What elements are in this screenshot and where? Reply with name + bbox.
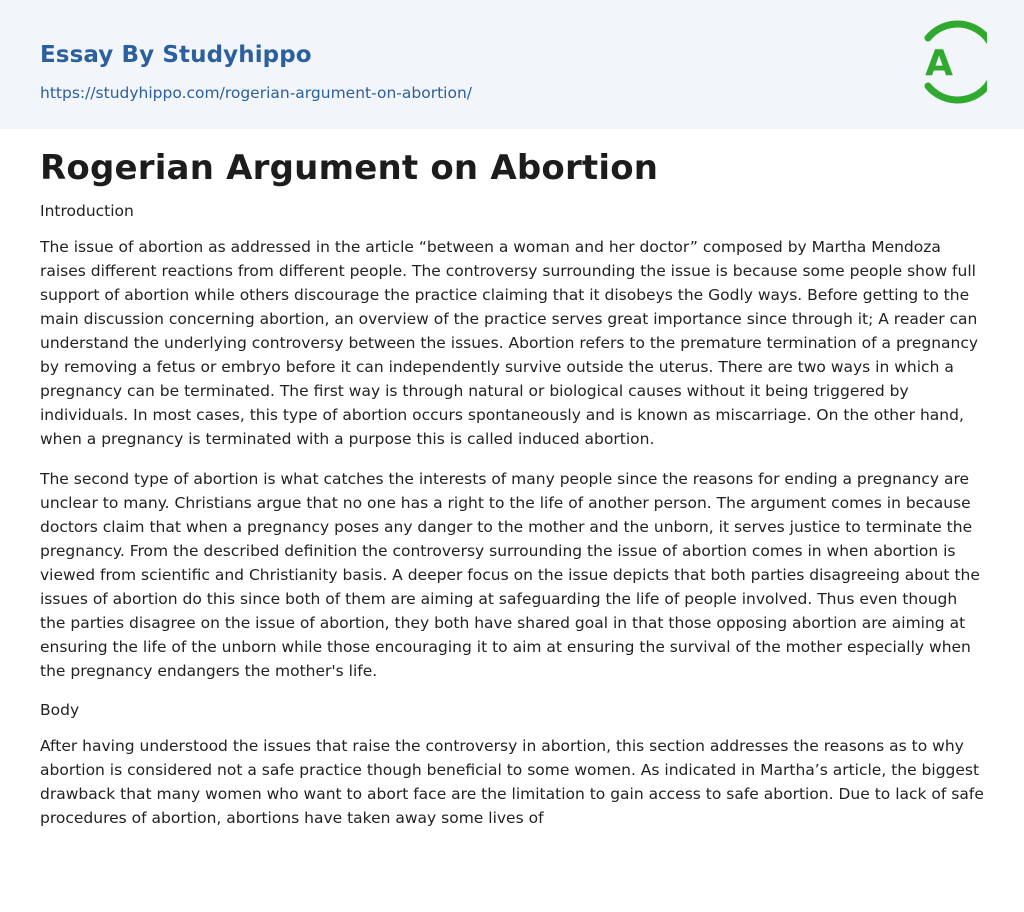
section-label-introduction: Introduction	[40, 202, 134, 220]
paragraph-3: After having understood the issues that raise the controversy in abortion, this section addresses the reasons as to why abortion is considered not a safe practice though beneficial to some women. As indicated in Martha’s article, the biggest drawback that many women who want to abort face are the limitation to gain access to safe abortion. Due to lack of safe procedures of abortion, abortions have taken away some lives of	[40, 737, 984, 827]
logo-letter: A	[925, 43, 953, 84]
section-label-body: Body	[40, 701, 80, 719]
site-header	[0, 0, 1024, 129]
paragraph-2: The second type of abortion is what catches the interests of many people since the reasons for ending a pregnancy are unclear to many. Christians argue that no one has a right to the life of another person. The argument comes in because doctors claim that when a pregnancy poses any danger to the mother and the unborn, it serves justice to terminate the pregnancy. From the described definition the controversy surrounding the issue of abortion comes in when abortion is viewed from scientific and Christianity basis. A deeper focus on the issue depicts that both parties disagreeing about the issues of abortion do this since both of them are aiming at safeguarding the life of people involved. Thus even though the parties disagree on the issue of abortion, they both have shared goal in that those opposing abortion are aiming at ensuring the life of the unborn while those encouraging it to aim at ensuring the survival of the mother especially when the pregnancy endangers the mother's life.	[40, 470, 980, 680]
paragraph-1: The issue of abortion as addressed in the article “between a woman and her doctor” composed by Martha Mendoza raises different reactions from different people. The controversy surrounding the issue is because some people show full support of abortion while others discourage the practice claiming that it disobeys the Godly ways. Before getting to the main discussion concerning abortion, an overview of the practice serves great importance since through it; A reader can understand the underlying controversy between the issues. Abortion refers to the premature termination of a pregnancy by removing a fetus or embryo before it can independently survive outside the uterus. There are two ways in which a pregnancy can be terminated. The first way is through natural or biological causes without it being triggered by individuals. In most cases, this type of abortion occurs spontaneously and is known as miscarriage. On the other hand, when a pregnancy is terminated with a purpose this is called induced abortion.	[40, 238, 979, 448]
article	[40, 146, 986, 830]
article-title: Rogerian Argument on Abortion	[40, 148, 659, 188]
studyhippo-logo-icon[interactable]	[911, 18, 987, 106]
brand-title[interactable]: Essay By Studyhippo	[40, 42, 312, 68]
source-url-link[interactable]: https://studyhippo.com/rogerian-argument-on-abortion/	[40, 84, 472, 102]
